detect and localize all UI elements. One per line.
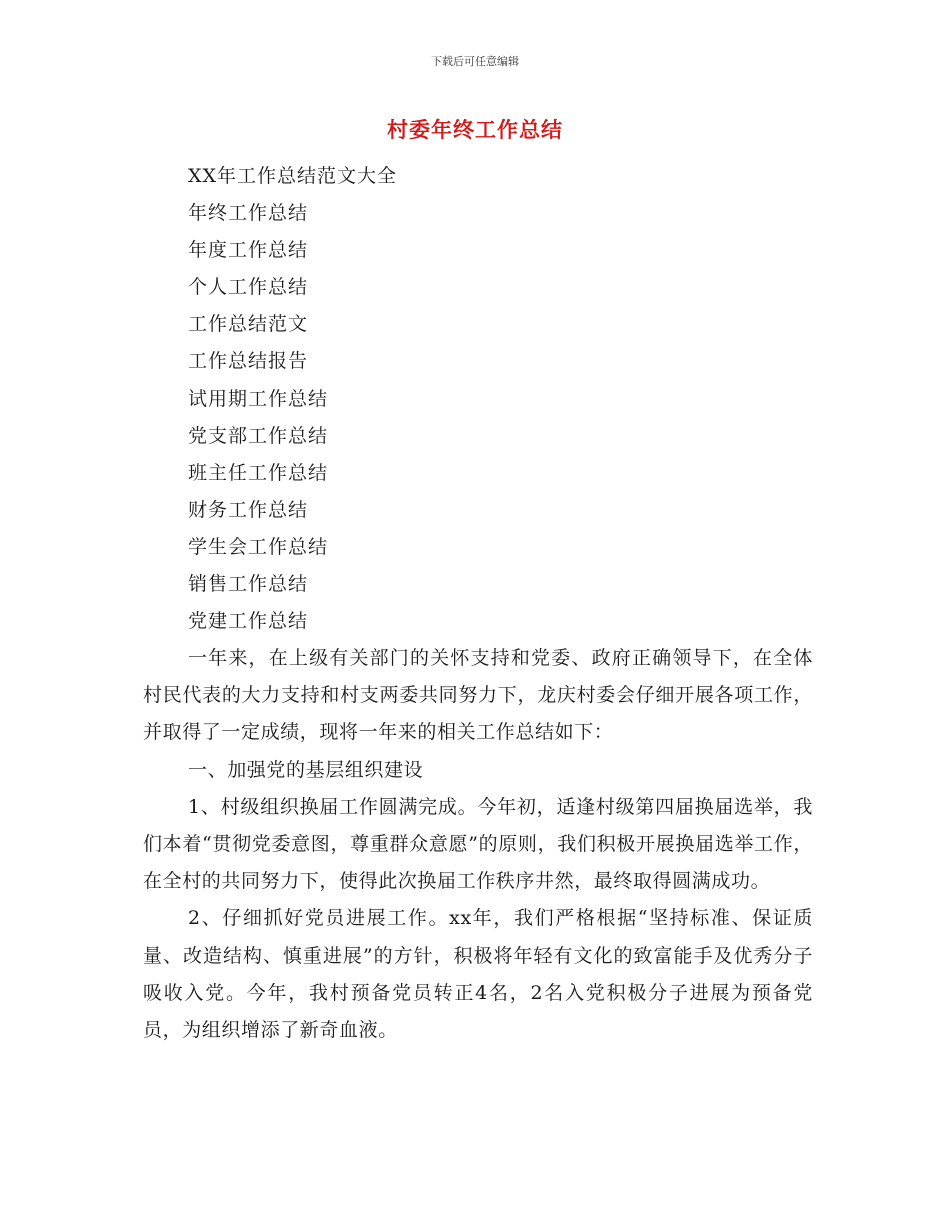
section-heading: 一、加强党的基层组织建设 [188, 758, 424, 781]
header-note: 下载后可任意编辑 [431, 55, 519, 68]
list-item: 工作总结范文 [188, 313, 309, 336]
list-item: 试用期工作总结 [188, 387, 329, 410]
paragraph-party-members: 2、仔细抓好党员进展工作。xx年，我们严格根据“坚持标准、保证质量、改造结构、慎重进展”的方针，积极将年轻有文化的致富能手及优秀分子吸收入党。今年，我村预备党员转正4名，2名入党积极分子进展为预备党员，为组织增添了新奇血液。 [143, 907, 813, 1042]
summary-type-list [188, 158, 397, 640]
list-item: 年终工作总结 [188, 202, 309, 225]
list-item: 财务工作总结 [188, 498, 309, 521]
list-item: 工作总结报告 [188, 350, 309, 373]
list-item: 销售工作总结 [188, 573, 309, 596]
list-item: 学生会工作总结 [188, 535, 329, 558]
paragraph-intro: 一年来，在上级有关部门的关怀支持和党委、政府正确领导下，在全体村民代表的大力支持和村支两委共同努力下，龙庆村委会仔细开展各项工作，并取得了一定成绩，现将一年来的相关工作总结如下： [143, 647, 813, 744]
list-item: 党建工作总结 [188, 610, 309, 633]
list-item: XX年工作总结范文大全 [188, 165, 398, 187]
list-item: 党支部工作总结 [188, 424, 329, 447]
list-item: 个人工作总结 [188, 276, 309, 299]
body-text [143, 640, 813, 1049]
document-title: 村委年终工作总结 [387, 118, 563, 142]
list-item: 年度工作总结 [188, 239, 309, 262]
list-item: 班主任工作总结 [188, 461, 329, 484]
paragraph-election: 1、村级组织换届工作圆满完成。今年初，适逢村级第四届换届选举，我们本着“贯彻党委意图，尊重群众意愿”的原则，我们积极开展换届选举工作，在全村的共同努力下，使得此次换届工作秩序井然，最终取得圆满成功。 [143, 795, 813, 893]
